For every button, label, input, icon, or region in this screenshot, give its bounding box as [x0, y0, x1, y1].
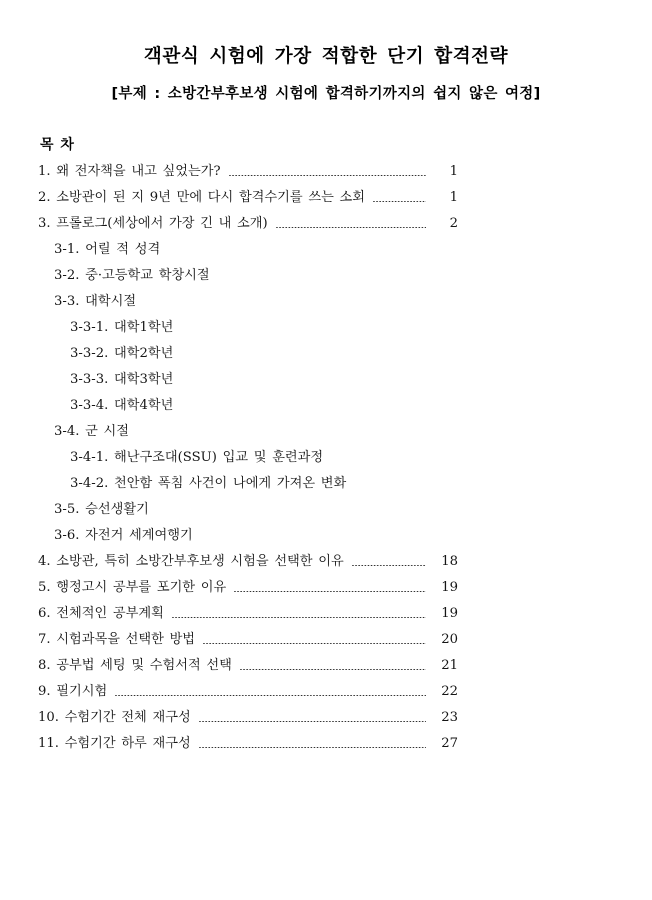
toc-entry[interactable]	[0, 211, 458, 237]
toc-dot-leader	[172, 617, 426, 618]
toc-entry-label: 3-4-1. 해난구조대(SSU) 입교 및 훈련과정	[70, 450, 324, 465]
toc-entry-label: 9. 필기시험	[38, 684, 108, 699]
toc-entry-label: 4. 소방관, 특히 소방간부후보생 시험을 선택한 이유	[38, 554, 344, 569]
toc-page-number: 19	[441, 606, 458, 621]
document-subtitle: [부제 : 소방간부후보생 시험에 합격하기까지의 쉽지 않은 여정]	[111, 86, 541, 102]
toc-entry[interactable]	[0, 497, 458, 523]
toc-dot-leader	[229, 175, 426, 176]
toc-page-number: 19	[441, 580, 458, 595]
toc-entry[interactable]	[0, 549, 458, 575]
toc-entry-label: 3-4-2. 천안함 폭침 사건이 나에게 가져온 변화	[70, 476, 347, 491]
toc-entry[interactable]	[0, 627, 458, 653]
toc-entry[interactable]	[0, 731, 458, 757]
toc-entry[interactable]	[0, 653, 458, 679]
toc-entry[interactable]	[0, 263, 458, 289]
table-of-contents	[0, 159, 652, 757]
document-title: 객관식 시험에 가장 적합한 단기 합격전략	[143, 46, 509, 67]
table-of-contents-heading: 목 차	[40, 137, 75, 153]
toc-page-number: 22	[441, 684, 458, 699]
toc-page-number: 20	[441, 632, 458, 647]
toc-entry-label: 6. 전체적인 공부계획	[38, 606, 164, 621]
toc-page-number: 1	[449, 190, 458, 205]
toc-entry[interactable]	[0, 315, 458, 341]
toc-dot-leader	[115, 695, 426, 696]
toc-entry-label: 3-6. 자전거 세계여행기	[54, 528, 193, 543]
toc-entry-label: 2. 소방관이 된 지 9년 만에 다시 합격수기를 쓰는 소회	[38, 190, 365, 205]
toc-dot-leader	[199, 747, 426, 748]
toc-dot-leader	[203, 643, 426, 644]
toc-entry-label: 3-3-2. 대학2학년	[70, 346, 174, 361]
toc-list	[0, 159, 458, 757]
toc-dot-leader	[373, 201, 426, 202]
toc-entry-label: 3-3-1. 대학1학년	[70, 320, 174, 335]
toc-dot-leader	[199, 721, 426, 722]
toc-entry-label: 8. 공부법 세팅 및 수험서적 선택	[38, 658, 232, 673]
toc-entry[interactable]	[0, 471, 458, 497]
toc-entry-label: 3-4. 군 시절	[54, 424, 130, 439]
toc-page-number: 18	[441, 554, 458, 569]
toc-page-number: 2	[449, 216, 458, 231]
toc-entry[interactable]	[0, 341, 458, 367]
toc-page-number: 23	[441, 710, 458, 725]
toc-entry[interactable]	[0, 445, 458, 471]
toc-entry[interactable]	[0, 159, 458, 185]
toc-entry[interactable]	[0, 185, 458, 211]
toc-entry-label: 3-1. 어릴 적 성격	[54, 242, 161, 257]
toc-dot-leader	[352, 565, 426, 566]
toc-page-number: 1	[449, 164, 458, 179]
toc-page-number: 27	[441, 736, 458, 751]
toc-entry-label: 7. 시험과목을 선택한 방법	[38, 632, 196, 647]
toc-entry[interactable]	[0, 237, 458, 263]
toc-entry-label: 3. 프롤로그(세상에서 가장 긴 내 소개)	[38, 216, 268, 231]
toc-entry-label: 3-3-4. 대학4학년	[70, 398, 174, 413]
toc-entry-label: 5. 행정고시 공부를 포기한 이유	[38, 580, 227, 595]
toc-entry-label: 3-3. 대학시절	[54, 294, 137, 309]
toc-entry-label: 1. 왜 전자책을 내고 싶었는가?	[38, 164, 221, 179]
toc-entry-label: 11. 수험기간 하루 재구성	[38, 736, 191, 751]
toc-entry[interactable]	[0, 575, 458, 601]
toc-entry[interactable]	[0, 367, 458, 393]
toc-entry[interactable]	[0, 705, 458, 731]
toc-entry[interactable]	[0, 289, 458, 315]
toc-entry[interactable]	[0, 419, 458, 445]
toc-entry-label: 3-5. 승선생활기	[54, 502, 149, 517]
toc-entry[interactable]	[0, 523, 458, 549]
toc-dot-leader	[234, 591, 426, 592]
toc-entry[interactable]	[0, 679, 458, 705]
toc-entry[interactable]	[0, 393, 458, 419]
toc-entry-label: 3-3-3. 대학3학년	[70, 372, 174, 387]
toc-dot-leader	[276, 227, 426, 228]
toc-entry-label: 10. 수험기간 전체 재구성	[38, 710, 191, 725]
toc-page-number: 21	[441, 658, 458, 673]
toc-entry[interactable]	[0, 601, 458, 627]
toc-dot-leader	[240, 669, 426, 670]
toc-entry-label: 3-2. 중·고등학교 학창시절	[54, 268, 210, 283]
